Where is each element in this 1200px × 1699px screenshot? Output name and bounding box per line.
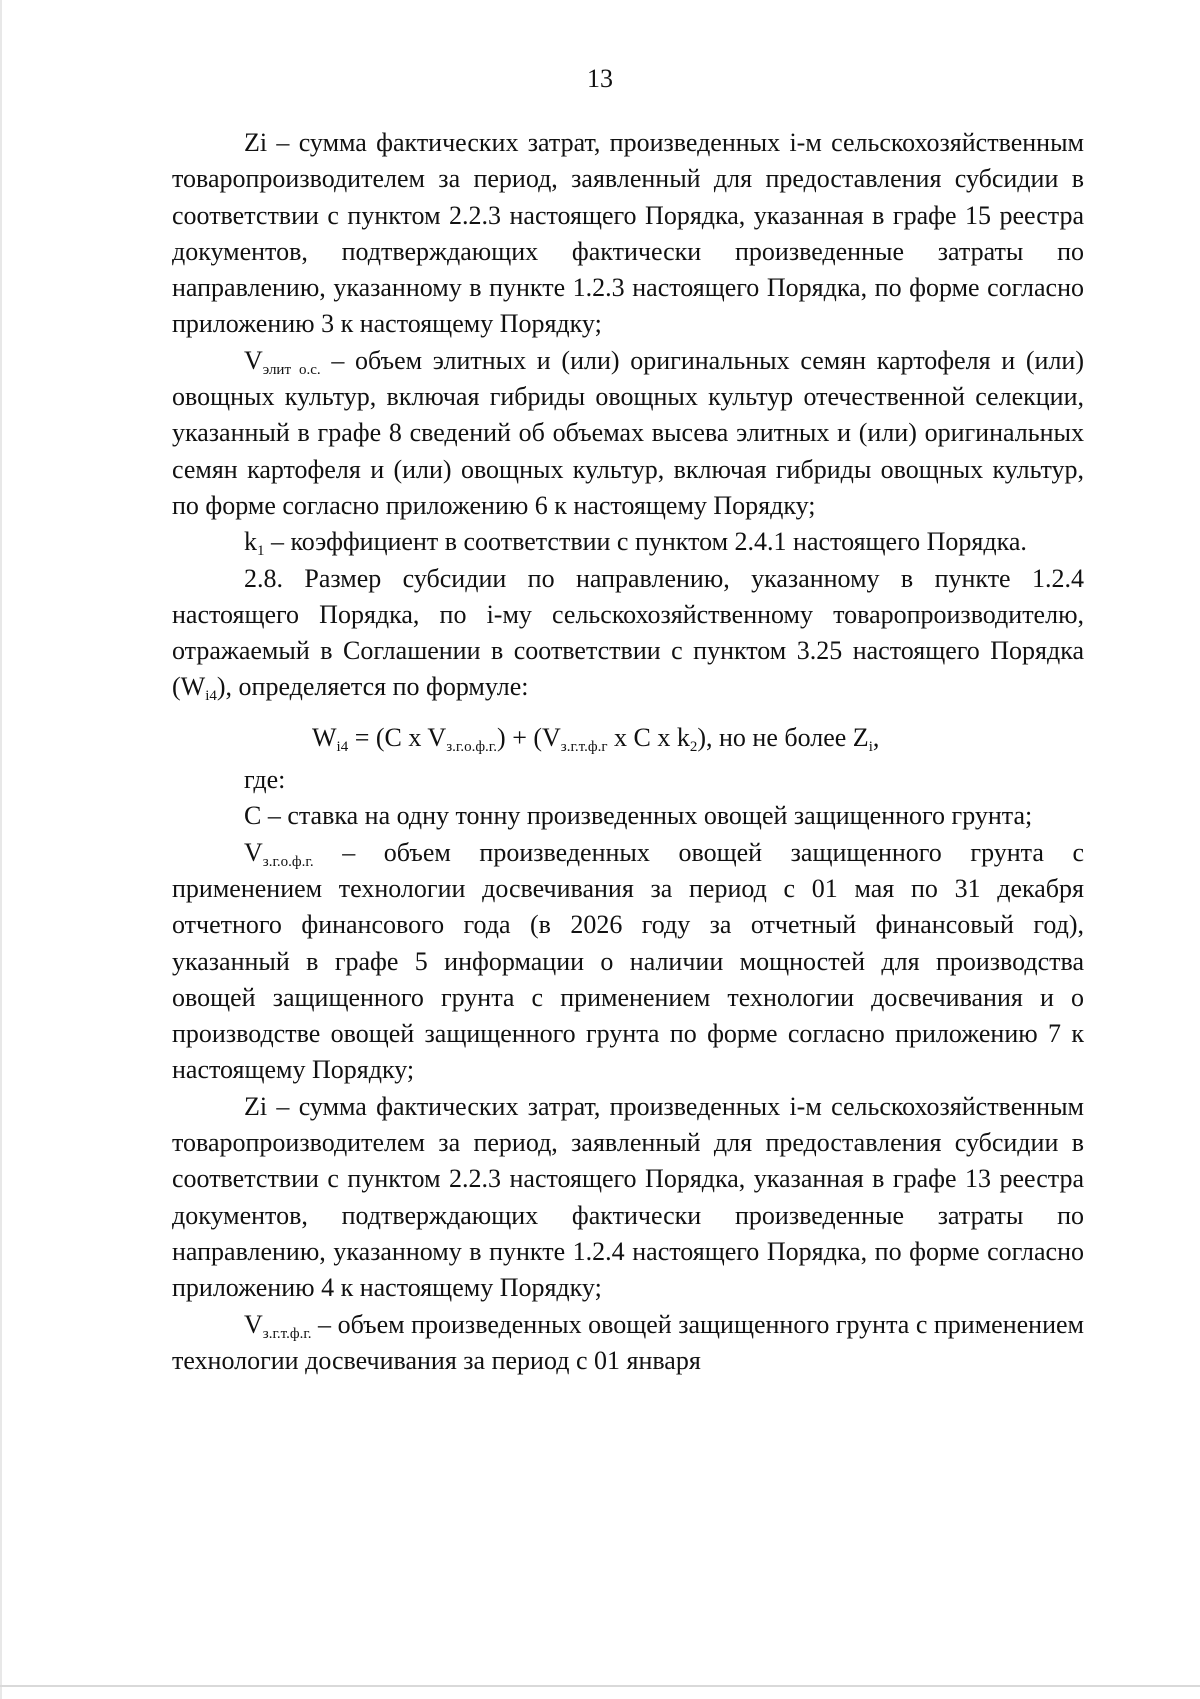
subscript-zgofg: з.г.о.ф.г. xyxy=(262,853,314,870)
where-label: где: xyxy=(244,765,286,795)
paragraph-k1-definition xyxy=(172,524,1084,560)
paragraph-v-elit-definition xyxy=(172,343,1084,524)
paragraph-zi-definition-2: Zi – сумма фактических затрат, произведенных i-м сельскохозяйственным товаропроизводителем за период, заявленный для предоставления субсидии в соответствии с пунктом 2.2.3 настоящего Порядка, указанная в графе 13 реестра документов, подтверждающих фактически произведенные затраты по направлению, указанному в пункте 1.2.4 настоящего Порядка, по форме согласно приложению 4 к настоящему Порядку; xyxy=(172,1091,1084,1303)
symbol-v: V xyxy=(244,837,263,867)
formula-part-c-sub: 2 xyxy=(689,738,698,755)
formula-end: , xyxy=(872,722,880,752)
paragraph-v-zgtfg-definition xyxy=(172,1307,1084,1380)
formula-part-d: ), но не более Z xyxy=(697,722,869,752)
v-zgtfg-text: – объем произведенных овощей защищенного грунта с применением технологии досвечивания за период с 01 января xyxy=(172,1309,1084,1375)
formula-part-d-sub: i xyxy=(868,738,873,755)
subscript-i4: i4 xyxy=(205,688,217,705)
formula-part-c: x C x k xyxy=(607,722,690,752)
formula-w: W xyxy=(312,722,337,752)
formula-part-a: = (C x V xyxy=(348,722,447,752)
clause-2-8-end: ), определяется по формуле: xyxy=(216,672,529,702)
page-number: 13 xyxy=(587,64,613,93)
v-zgofg-text: – объем произведенных овощей защищенного грунта с применением технологии досвечивания за период с 01 мая по 31 декабря отчетного финансового года (в 2026 году за отчетный финансовый год), указанный в графе 5 информации о наличии мощностей для производства овощей защищенного грунта с применением технологии досвечивания и о производстве овощей защищенного грунта по форме согласно приложению 7 к настоящему Порядку; xyxy=(172,837,1084,1085)
formula-wi4 xyxy=(172,720,1084,756)
symbol-k: k xyxy=(244,527,257,557)
paragraph-c-definition: C – ставка на одну тонну произведенных овощей защищенного грунта; xyxy=(244,801,1033,831)
scan-edge-bottom xyxy=(0,1685,1200,1687)
subscript-elit: элит о.с. xyxy=(262,361,321,378)
document-body xyxy=(172,125,1084,1379)
subscript-zgtfg: з.г.т.ф.г. xyxy=(262,1325,312,1342)
clause-2-8-text: 2.8. Размер субсидии по направлению, указанному в пункте 1.2.4 настоящего Порядка, по i-му сельскохозяйственному товаропроизводителю, отражаемый в Соглашении в соответствии с пунктом 3.25 настоящего Порядка (W xyxy=(172,563,1084,702)
paragraph-2-8 xyxy=(172,561,1084,706)
subscript-1: 1 xyxy=(257,543,265,560)
formula-part-a-sub: з.г.о.ф.г. xyxy=(446,738,498,755)
k1-text: – коэффициент в соответствии с пунктом 2.4.1 настоящего Порядка. xyxy=(264,527,1027,557)
symbol-v: V xyxy=(244,1309,263,1339)
symbol-v: V xyxy=(244,345,263,375)
paragraph-zi-definition-1: Zi – сумма фактических затрат, произведенных i-м сельскохозяйственным товаропроизводителем за период, заявленный для предоставления субсидии в соответствии с пунктом 2.2.3 настоящего Порядка, указанная в графе 15 реестра документов, подтверждающих фактически произведенные затраты по направлению, указанному в пункте 1.2.3 настоящего Порядка, по форме согласно приложению 3 к настоящему Порядку; xyxy=(172,128,1084,339)
paragraph-v-zgofg-definition xyxy=(172,835,1084,1089)
formula-part-b: ) + (V xyxy=(497,722,561,752)
formula-part-b-sub: з.г.т.ф.г xyxy=(560,738,608,755)
scan-edge-left xyxy=(0,0,2,1699)
formula-w-sub: i4 xyxy=(336,738,349,755)
v-elit-text: – объем элитных и (или) оригинальных семян картофеля и (или) овощных культур, включая гибриды овощных культур отечественной селекции, указанный в графе 8 сведений об объемах высева элитных и (или) оригинальных семян картофеля и (или) овощных культур, включая гибриды овощных культур, по форме согласно приложению 6 к настоящему Порядку; xyxy=(172,345,1084,520)
